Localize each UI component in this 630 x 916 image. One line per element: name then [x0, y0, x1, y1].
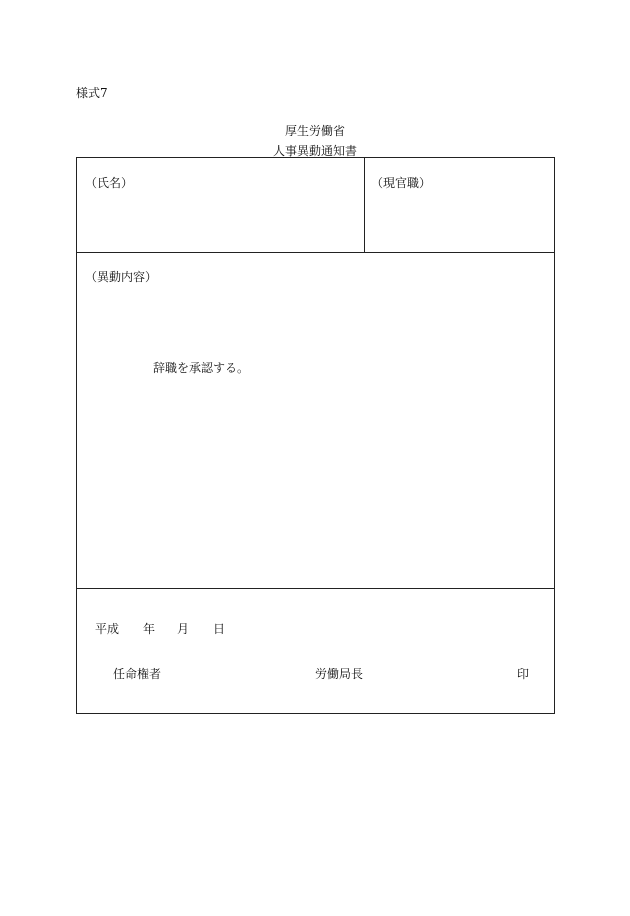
- date-month: 月: [177, 622, 190, 636]
- name-cell: [77, 158, 365, 252]
- transfer-content-cell: [77, 253, 554, 589]
- transfer-content-text: 辞職を承認する。: [153, 361, 250, 375]
- date-signature-cell: [77, 589, 554, 713]
- notice-title: 人事異動通知書: [272, 144, 357, 158]
- name-label: （氏名）: [85, 176, 134, 190]
- date-era: 平成: [95, 622, 120, 636]
- appointer-title: 労働局長: [315, 667, 364, 681]
- current-post-label: （現官職）: [371, 176, 432, 190]
- form-number: 様式7: [76, 86, 108, 100]
- current-post-cell: [365, 158, 554, 252]
- header-row: [77, 158, 554, 253]
- date-year: 年: [143, 622, 156, 636]
- appointer-label: 任命権者: [113, 667, 162, 681]
- ministry-name: 厚生労働省: [284, 124, 345, 138]
- notice-form: [76, 157, 555, 714]
- transfer-content-label: （異動内容）: [85, 270, 158, 284]
- document-title: [0, 121, 630, 161]
- seal-mark: 印: [517, 667, 530, 681]
- date-day: 日: [213, 622, 226, 636]
